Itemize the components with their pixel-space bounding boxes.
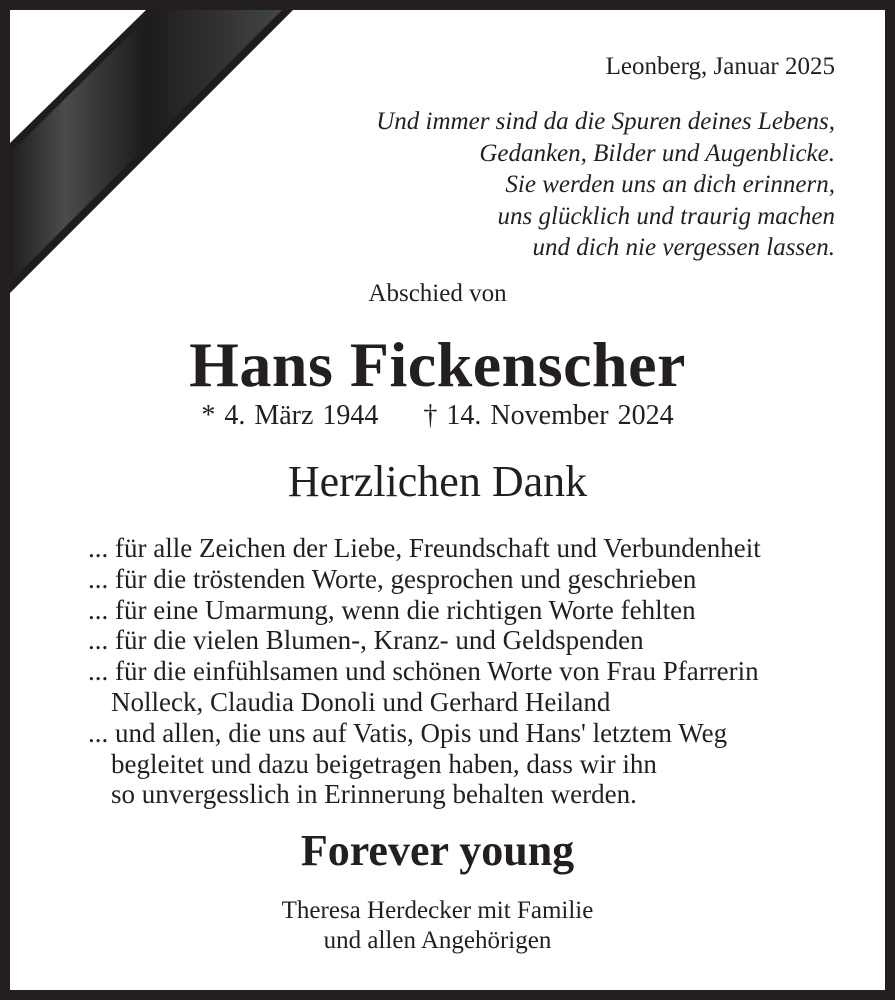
thanks-line: ... für alle Zeichen der Liebe, Freundschaft und Verbundenheit (88, 533, 761, 563)
thanks-line: ... für eine Umarmung, wenn die richtigen Worte fehlten (88, 594, 696, 625)
thanks-line: ... für die einfühlsamen und schönen Worte von Frau Pfarrerin (88, 656, 759, 687)
thanks-list (88, 533, 761, 810)
thanks-line: so unvergesslich in Erinnerung behalten werden. (111, 779, 637, 810)
thanks-line: ... für die tröstenden Worte, gesprochen und geschrieben (88, 563, 697, 594)
deceased-name: Hans Fickenscher (189, 329, 686, 400)
thanks-line: ... und allen, die uns auf Vatis, Opis und Hans' letztem Weg (88, 717, 728, 748)
motto: Forever young (300, 826, 575, 875)
place-date: Leonberg, Januar 2025 (605, 53, 835, 80)
intro-text: Abschied von (368, 280, 507, 307)
poem-line: Und immer sind da die Spuren deines Lebens, (376, 108, 835, 135)
life-dates: * 4. März 1944 † 14. November 2024 (201, 400, 674, 431)
mourning-ribbon-icon (10, 10, 300, 300)
signature (0, 896, 875, 956)
signature-line: Theresa Herdecker mit Familie (281, 897, 594, 924)
poem-line: uns glücklich und traurig machen (497, 202, 835, 230)
poem-line: und dich nie vergessen lassen. (532, 234, 835, 261)
poem-line: Gedanken, Bilder und Augenblicke. (479, 139, 835, 167)
poem (376, 106, 835, 264)
poem-line: Sie werden uns an dich erinnern, (505, 171, 835, 198)
thanks-line: Nolleck, Claudia Donoli und Gerhard Heiland (111, 686, 611, 717)
thanks-line: ... für die vielen Blumen-, Kranz- und Geldspenden (88, 625, 644, 656)
signature-line: und allen Angehörigen (323, 927, 552, 954)
thanks-heading: Herzlichen Dank (287, 457, 588, 506)
thanks-line: begleitet und dazu beigetragen haben, dass wir ihn (111, 748, 657, 779)
